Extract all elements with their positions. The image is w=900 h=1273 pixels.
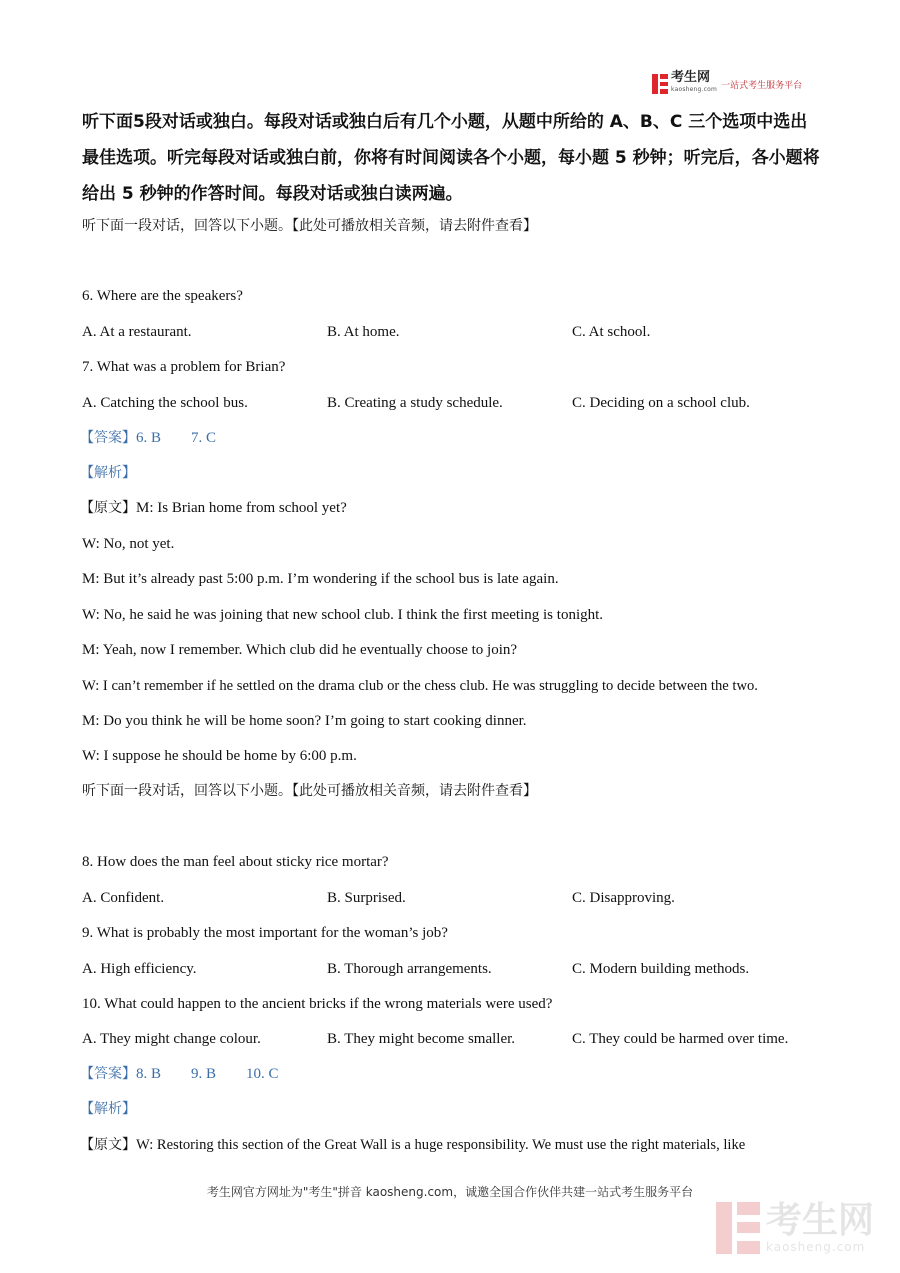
answer-label: 【答案】 — [80, 430, 136, 446]
analysis-label: 【解析】 — [80, 465, 136, 481]
logo-name: 考生网 kaosheng.com — [671, 70, 718, 93]
answer-values: 6. B 7. C — [136, 430, 217, 446]
section2-instruction: 听下面一段对话，回答以下小题。【此处可播放相关音频，请去附件查看】 — [82, 783, 537, 799]
q9-option-b[interactable]: B. Thorough arrangements. — [327, 961, 492, 977]
answer-row-2 — [80, 1064, 279, 1084]
question-7: 7. What was a problem for Brian? — [82, 359, 286, 375]
q9-option-a[interactable]: A. High efficiency. — [82, 961, 197, 977]
transcript-line: M: Do you think he will be home soon? I’m going to start cooking dinner. — [82, 713, 527, 729]
transcript-line: W: I can’t remember if he settled on the drama club or the chess club. He was struggling to decide between the two. — [82, 678, 758, 694]
transcript-line: M: Yeah, now I remember. Which club did he eventually choose to join? — [82, 642, 518, 658]
answer-row-1 — [80, 428, 216, 448]
watermark-logo — [716, 1202, 874, 1254]
q7-option-b[interactable]: B. Creating a study schedule. — [327, 395, 503, 411]
q8-option-a[interactable]: A. Confident. — [82, 890, 165, 906]
q10-option-b[interactable]: B. They might become smaller. — [327, 1031, 516, 1047]
section1-instruction: 听下面一段对话，回答以下小题。【此处可播放相关音频，请去附件查看】 — [82, 218, 537, 234]
q9-option-c[interactable]: C. Modern building methods. — [572, 961, 750, 977]
original-label: 【原文】 — [80, 500, 136, 516]
watermark-text: 考生网 kaosheng.com — [766, 1200, 875, 1254]
q7-option-a[interactable]: A. Catching the school bus. — [82, 395, 248, 411]
original-label: 【原文】 — [80, 1137, 136, 1153]
question-6: 6. Where are the speakers? — [82, 288, 243, 304]
logo-mark-icon — [652, 74, 668, 94]
transcript-line: W: No, he said he was joining that new school club. I think the first meeting is tonight. — [82, 607, 604, 623]
logo-tagline: 一站式考生服务平台 — [721, 80, 803, 91]
q10-option-a[interactable]: A. They might change colour. — [82, 1031, 261, 1047]
q6-option-a[interactable]: A. At a restaurant. — [82, 324, 192, 340]
question-8: 8. How does the man feel about sticky rice mortar? — [82, 854, 389, 870]
question-10: 10. What could happen to the ancient bricks if the wrong materials were used? — [82, 996, 553, 1012]
answer-label: 【答案】 — [80, 1066, 136, 1082]
transcript-line: 【原文】M: Is Brian home from school yet? — [80, 500, 347, 516]
q6-option-b[interactable]: B. At home. — [327, 324, 400, 340]
transcript-line: M: But it’s already past 5:00 p.m. I’m wondering if the school bus is late again. — [82, 571, 559, 587]
answer-values: 8. B 9. B 10. C — [136, 1066, 279, 1082]
brand-logo — [652, 72, 802, 96]
transcript-line: 【原文】W: Restoring this section of the Great Wall is a huge responsibility. We must use the right materials, like — [80, 1137, 746, 1153]
q8-option-b[interactable]: B. Surprised. — [327, 890, 406, 906]
analysis-label: 【解析】 — [80, 1101, 136, 1117]
q8-option-c[interactable]: C. Disapproving. — [572, 890, 675, 906]
q10-option-c[interactable]: C. They could be harmed over time. — [572, 1031, 789, 1047]
section-instructions: 听下面5段对话或独白。每段对话或独白后有几个小题，从题中所给的 A、B、C 三个选项中选出最佳选项。听完每段对话或独白前，你将有时间阅读各个小题，每小题 5 秒钟；听完后，各小题将给出 5 秒钟的作答时间。每段对话或独白读两遍。 — [82, 112, 820, 204]
transcript-line: W: No, not yet. — [82, 536, 175, 552]
watermark-mark-icon — [716, 1202, 760, 1254]
q7-option-c[interactable]: C. Deciding on a school club. — [572, 395, 750, 411]
transcript-line: W: I suppose he should be home by 6:00 p.m. — [82, 748, 357, 764]
question-9: 9. What is probably the most important for the woman’s job? — [82, 925, 448, 941]
q6-option-c[interactable]: C. At school. — [572, 324, 651, 340]
page-footer: 考生网官方网址为"考生"拼音 kaosheng.com，诚邀全国合作伙伴共建一站式考生服务平台 — [206, 1185, 694, 1199]
